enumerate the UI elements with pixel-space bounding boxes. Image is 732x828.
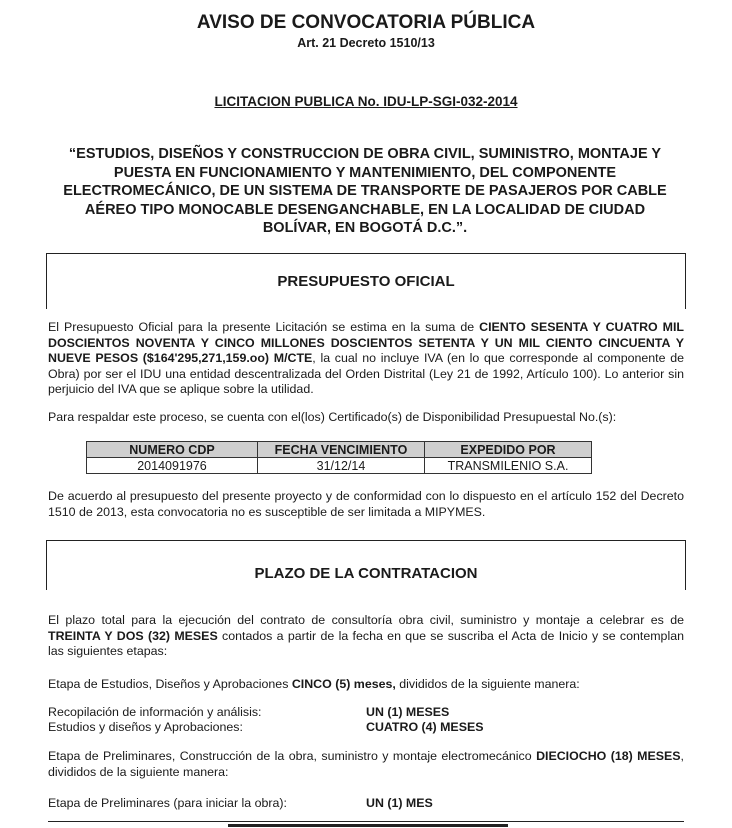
term-heading: PLAZO DE LA CONTRATACION [254, 565, 478, 582]
list-item: Etapa de Preliminares (para iniciar la obra): UN (1) MES [48, 796, 433, 810]
divider [48, 821, 684, 822]
tender-object-line: PUESTA EN FUNCIONAMIENTO Y MANTENIMIENTO, DEL COMPONENTE [113, 164, 617, 181]
divider [228, 824, 508, 827]
cdp-expiry: 31/12/14 [258, 458, 425, 474]
cdp-intro: Para respaldar este proceso, se cuenta con el(los) Certificado(s) de Disponibilidad Presupuestal No.(s): [48, 410, 617, 424]
mipymes-paragraph: De acuerdo al presupuesto del presente proyecto y de conformidad con lo dispuesto en el artículo 152 del Decreto 1510 de 2013, esta convocatoria no es susceptible de ser limitada a MIPYMES. [48, 489, 684, 519]
term-section-box [46, 540, 686, 590]
cdp-table [86, 441, 592, 474]
table-header-row [87, 442, 592, 458]
column-header: NUMERO CDP [87, 442, 258, 458]
notice-title: AVISO DE CONVOCATORIA PÚBLICA [196, 12, 536, 33]
budget-amount: CIENTO SESENTA Y CUATRO MIL DOSCIENTOS NOVENTA Y CINCO MILLONES DOSCIENTOS SETENTA Y UN MIL CIENTO CINCUENTA Y NUEVE PESOS ($164'295,271,159.oo) M/CTE [48, 320, 684, 365]
budget-heading: PRESUPUESTO OFICIAL [277, 273, 455, 290]
tender-object-line: “ESTUDIOS, DISEÑOS Y CONSTRUCCION DE OBRA CIVIL, SUMINISTRO, MONTAJE Y [68, 146, 662, 162]
column-header: EXPEDIDO POR [425, 442, 592, 458]
table-row [87, 458, 592, 474]
list-item: Recopilación de información y análisis: UN (1) MESES [48, 705, 450, 719]
cdp-issuer: TRANSMILENIO S.A. [425, 458, 592, 474]
tender-object-line: BOLÍVAR, EN BOGOTÁ D.C.”. [262, 220, 468, 236]
tender-object-line: ELECTROMECÁNICO, DE UN SISTEMA DE TRANSPORTE DE PASAJEROS POR CABLE [63, 183, 667, 199]
tender-object-line: AÉREO TIPO MONOCABLE DESENGANCHABLE, EN LA LOCALIDAD DE CIUDAD [84, 201, 646, 218]
column-header: FECHA VENCIMIENTO [258, 442, 425, 458]
cdp-number: 2014091976 [87, 458, 258, 474]
notice-subtitle: Art. 21 Decreto 1510/13 [297, 36, 435, 50]
budget-paragraph: El Presupuesto Oficial para la presente Licitación se estima en la suma de CIENTO SESENTA Y CUATRO MIL DOSCIENTOS NOVENTA Y CINCO MILLONES DOSCIENTOS SETENTA Y UN MIL CIENTO CINCUENTA Y NUEVE PESOS ($164'295,271,159.oo) M/CTE, la cual no incluye IVA (en lo que corresponde al componente de Obra) por ser el IDU una entidad descentralizada del Orden Distrital (Ley 21 de 1992, Artículo 100). Lo anterior sin perjuicio del IVA que se aplique sobre la utilidad. [48, 320, 684, 396]
construction-stage-paragraph: Etapa de Preliminares, Construcción de la obra, suministro y montaje electromecánico DIECIOCHO (18) MESES, divididos de la siguiente manera: [48, 749, 684, 779]
term-duration: TREINTA Y DOS (32) MESES [48, 628, 218, 643]
budget-section-box [46, 253, 686, 309]
list-item: Estudios y diseños y Aprobaciones: CUATRO (4) MESES [48, 720, 484, 734]
tender-number: LICITACION PUBLICA No. IDU-LP-SGI-032-2014 [214, 94, 518, 109]
tender-object [45, 145, 685, 238]
studies-stage-paragraph: Etapa de Estudios, Diseños y Aprobaciones CINCO (5) meses, divididos de la siguiente manera: [48, 677, 580, 691]
term-paragraph: El plazo total para la ejecución del contrato de consultoría obra civil, suministro y montaje a celebrar es de TREINTA Y DOS (32) MESES contados a partir de la fecha en que se suscriba el Acta de Inicio y se contemplan las siguientes etapas: [48, 613, 684, 658]
